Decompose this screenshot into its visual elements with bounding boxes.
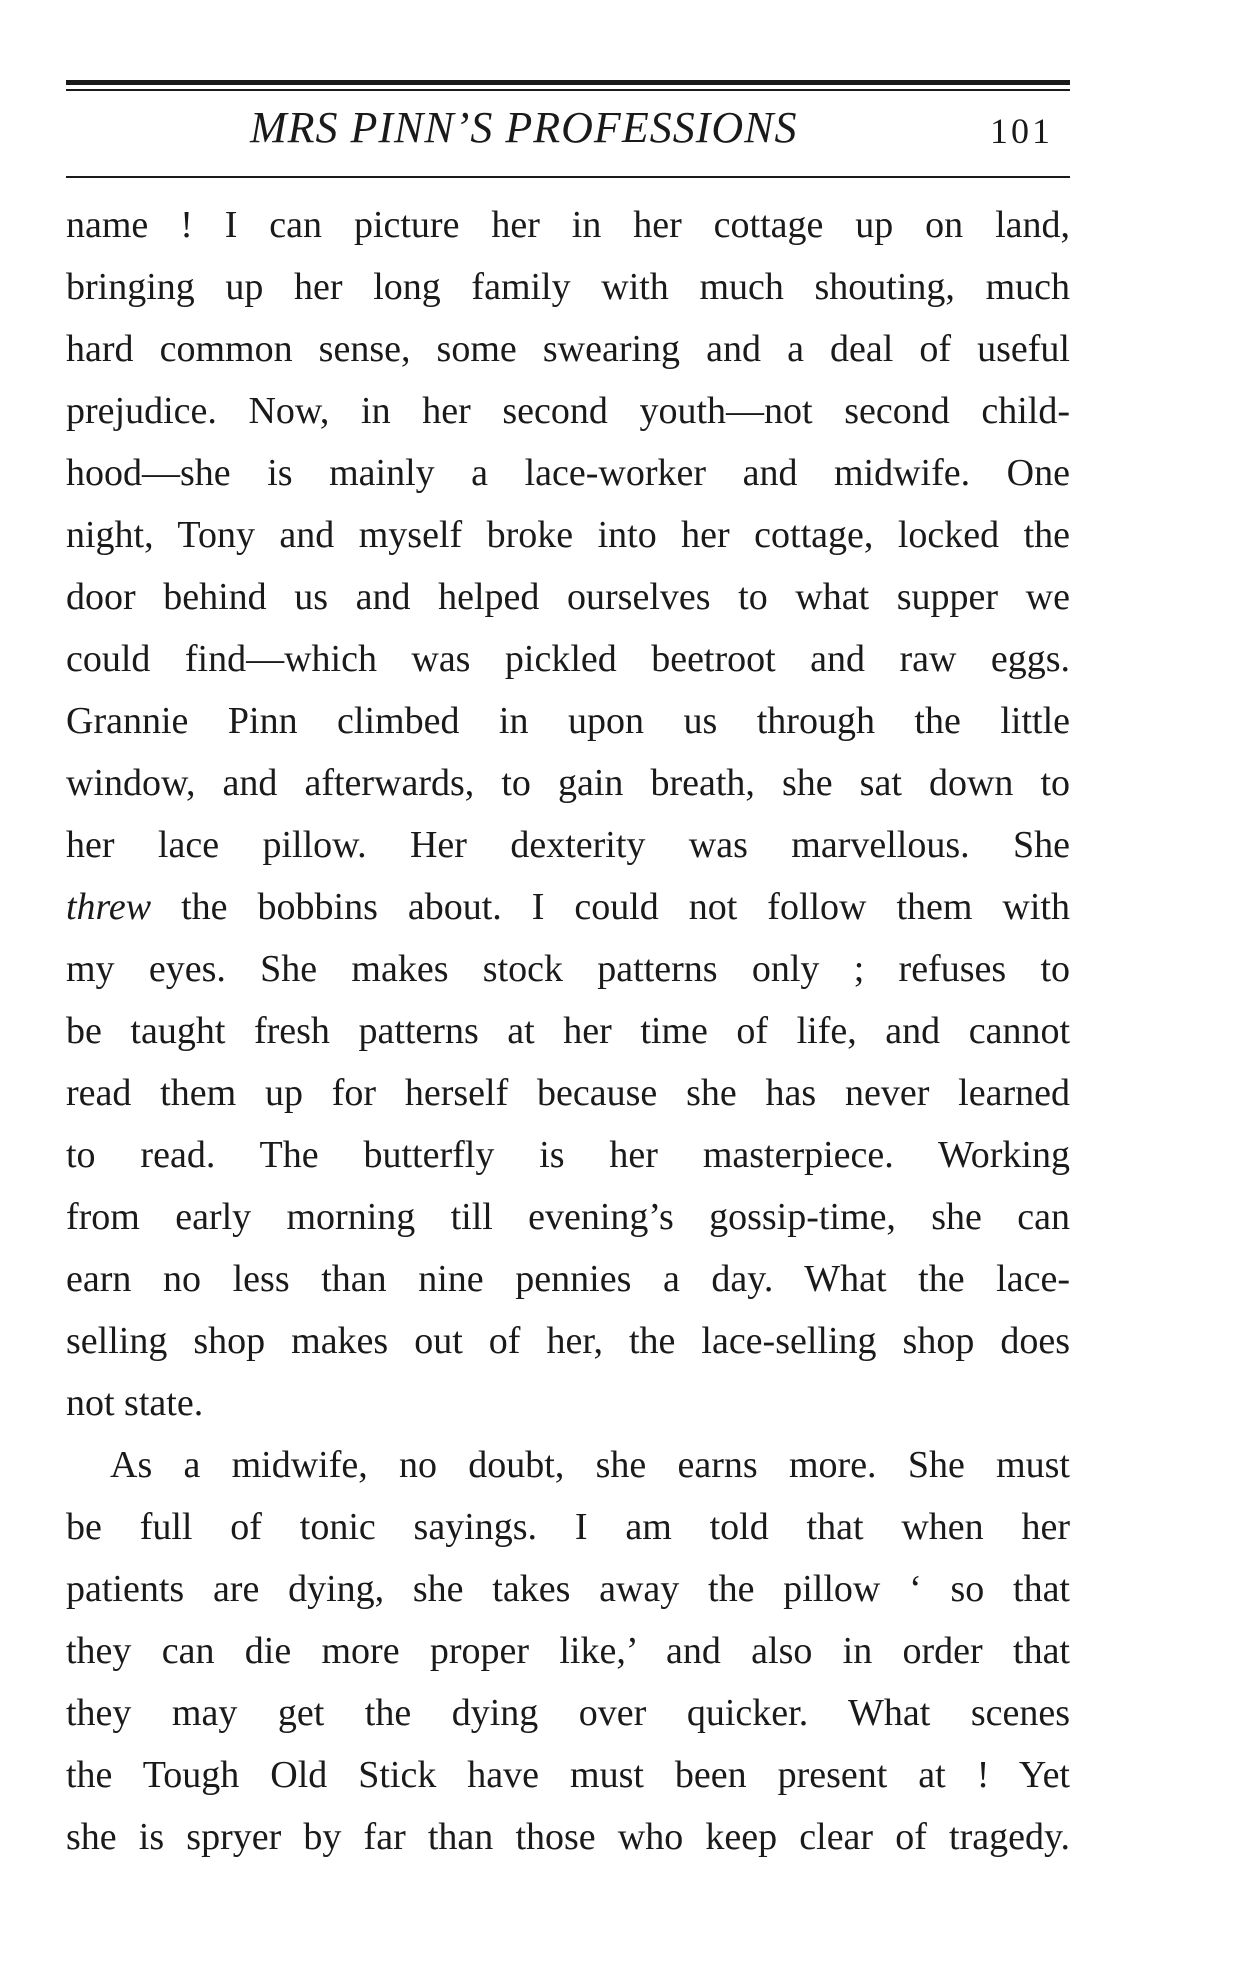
text-line: window, and afterwards, to gain breath, she sat down to bbox=[66, 762, 1070, 804]
text-line: prejudice. Now, in her second youth—not second child- bbox=[66, 390, 1070, 432]
body-text bbox=[66, 194, 1070, 1868]
text-line: my eyes. She makes stock patterns only ; refuses to bbox=[66, 948, 1070, 990]
text-line: her lace pillow. Her dexterity was marvellous. She bbox=[66, 824, 1070, 866]
text-line: name ! I can picture her in her cottage up on land, bbox=[66, 204, 1070, 246]
header-rule-thin bbox=[66, 89, 1070, 91]
text-line: she is spryer by far than those who keep clear of tragedy. bbox=[66, 1816, 1070, 1858]
header-rule-thick bbox=[66, 80, 1070, 85]
line-remainder: the bobbins about. I could not follow them with bbox=[151, 886, 1070, 928]
text-line: the Tough Old Stick have must been present at ! Yet bbox=[66, 1754, 1070, 1796]
text-line: Grannie Pinn climbed in upon us through the little bbox=[66, 700, 1070, 742]
text-line: to read. The butterfly is her masterpiece. Working bbox=[66, 1134, 1070, 1176]
text-line-italic-start bbox=[66, 876, 1070, 938]
text-line: be taught fresh patterns at her time of life, and cannot bbox=[66, 1010, 1070, 1052]
header-rule-bottom bbox=[66, 176, 1070, 178]
text-line: read them up for herself because she has never learned bbox=[66, 1072, 1070, 1114]
text-line: As a midwife, no doubt, she earns more. She must bbox=[110, 1444, 1070, 1486]
text-line: be full of tonic sayings. I am told that when her bbox=[66, 1506, 1070, 1548]
text-line: door behind us and helped ourselves to what supper we bbox=[66, 576, 1070, 618]
text-line: not state. bbox=[66, 1382, 204, 1424]
text-line: selling shop makes out of her, the lace-selling shop does bbox=[66, 1320, 1070, 1362]
text-line: hood—she is mainly a lace-worker and midwife. One bbox=[66, 452, 1070, 494]
italic-word: threw bbox=[66, 886, 152, 928]
text-line: they may get the dying over quicker. What scenes bbox=[66, 1692, 1070, 1734]
paragraph-1 bbox=[66, 194, 1070, 1434]
text-line: could find—which was pickled beetroot and raw eggs. bbox=[66, 638, 1070, 680]
text-line: from early morning till evening’s gossip-time, she can bbox=[66, 1196, 1070, 1238]
running-title: MRS PINN’S PROFESSIONS bbox=[250, 103, 798, 152]
text-line: they can die more proper like,’ and also in order that bbox=[66, 1630, 1070, 1672]
text-line: night, Tony and myself broke into her cottage, locked the bbox=[66, 514, 1070, 556]
text-line: bringing up her long family with much shouting, much bbox=[66, 266, 1070, 308]
paragraph-2 bbox=[66, 1434, 1070, 1868]
page-number: 101 bbox=[990, 111, 1053, 151]
text-line: hard common sense, some swearing and a deal of useful bbox=[66, 328, 1070, 370]
text-line: earn no less than nine pennies a day. What the lace- bbox=[66, 1258, 1070, 1300]
text-line: patients are dying, she takes away the pillow ‘ so that bbox=[66, 1568, 1070, 1610]
